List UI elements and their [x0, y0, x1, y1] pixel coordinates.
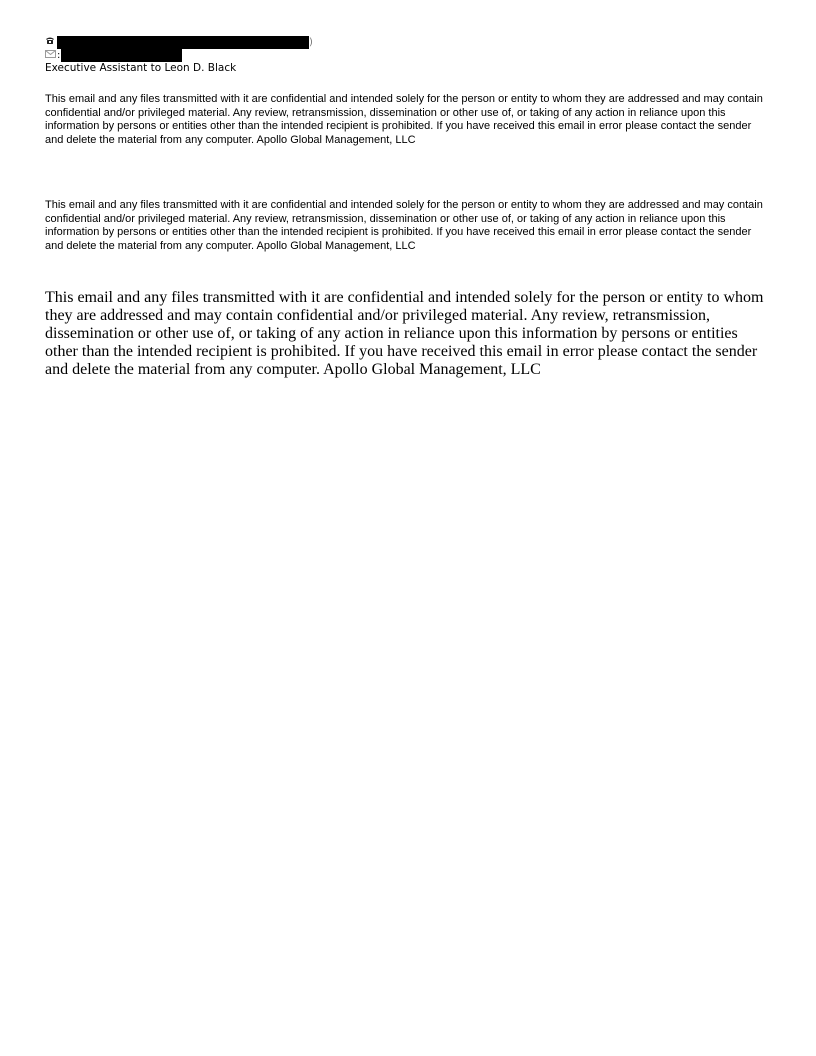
envelope-icon [45, 49, 57, 62]
email-signature [45, 36, 313, 75]
phone-line [45, 36, 313, 49]
redacted-phone-number [57, 36, 309, 49]
confidentiality-disclaimer-1: This email and any files transmitted with it are confidential and intended solely for the person or entity to whom they are addressed and may contain confidential and/or privileged material. Any review, retransmission, dissemination or other use of, or taking of any action in reliance upon this information by persons or entities other than the intended recipient is prohibited. If you have received this email in error please contact the sender and delete the material from any computer. Apollo Global Management, LLC [45, 93, 763, 146]
confidentiality-disclaimer-2: This email and any files transmitted with it are confidential and intended solely for the person or entity to whom they are addressed and may contain confidential and/or privileged material. Any review, retransmission, dissemination or other use of, or taking of any action in reliance upon this information by persons or entities other than the intended recipient is prohibited. If you have received this email in error please contact the sender and delete the material from any computer. Apollo Global Management, LLC [45, 199, 763, 252]
phone-icon [45, 36, 57, 49]
phone-suffix: ) [309, 37, 313, 48]
confidentiality-disclaimer-3: This email and any files transmitted with it are confidential and intended solely for the person or entity to whom they are addressed and may contain confidential and/or privileged material. Any review, retransmission, dissemination or other use of, or taking of any action in reliance upon this information by persons or entities other than the intended recipient is prohibited. If you have received this email in error please contact the sender and delete the material from any computer. Apollo Global Management, LLC [45, 289, 764, 378]
email-separator: : [57, 50, 61, 61]
redacted-email-address [61, 49, 182, 62]
email-line [45, 49, 313, 62]
signature-title: Executive Assistant to Leon D. Black [45, 62, 237, 74]
